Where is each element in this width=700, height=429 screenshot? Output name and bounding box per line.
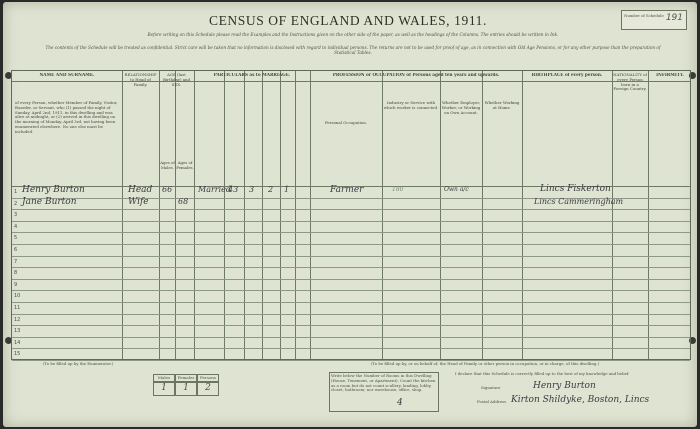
entry-code: 180	[392, 186, 404, 193]
row-number: 14	[14, 339, 21, 346]
entry-age-male: 66	[162, 185, 173, 194]
entry-marital: Married	[198, 185, 232, 194]
rooms-note: Write below the Number of Rooms in this Dwelling (House, Tenement, or Apartment). Count the kitchen as a room but do not count scullery, landing, lobby, closet, bathroom; nor warehouse, office, shop.	[331, 373, 436, 393]
entry-name: Jane Burton	[22, 197, 77, 207]
entry-relationship: Wife	[128, 197, 149, 207]
row-number: 2	[14, 200, 18, 207]
confidential-note: The contents of the Schedule will be treated as confidential. Strict care will be taken that no information is disclosed with regard to individual persons. The returns are not to be used for proof of age, as in connection with Old Age Pensions, or for any other purpose than the preparation of Statistical Tables.	[45, 45, 661, 56]
form-subtitle: Before writing on this Schedule please read the Examples and the Instructions given on the other side of the paper, as well as the headings of the Columns. The entries should be written in Ink.	[147, 32, 559, 37]
header-employer: Whether Employer, Worker, or Working on Own Account.	[441, 101, 481, 115]
entry-children-living: 2	[268, 185, 274, 194]
row-number: 1	[14, 189, 18, 195]
entry-birthplace: Lincs Fiskerton	[540, 184, 611, 194]
enumerator-note: (To be filled up by the Enumerator.)	[43, 361, 114, 366]
row-number: 12	[14, 316, 21, 323]
address-value: Kirton Shildyke, Boston, Lincs	[511, 395, 650, 405]
header-personal-occupation: Personal Occupation.	[324, 121, 367, 125]
row-number: 10	[14, 293, 21, 300]
address-label: Postal Address	[477, 399, 507, 404]
entry-age-female: 68	[178, 197, 189, 206]
schedule-label: Number of Schedule	[624, 13, 664, 18]
tally-label: Males	[153, 374, 175, 382]
row-number: 3	[14, 212, 18, 219]
header-name: NAME AND SURNAME.	[39, 73, 95, 77]
entry-years-married: 43	[228, 185, 239, 194]
table-row-line	[12, 221, 690, 222]
header-birthplace: BIRTHPLACE of every person.	[531, 73, 603, 77]
table-row-line	[12, 302, 690, 303]
row-number: 4	[14, 223, 18, 230]
row-number: 11	[14, 305, 21, 311]
table-row-line	[12, 337, 690, 338]
table-row-line	[12, 290, 690, 291]
header-ages-males: Ages of Males.	[160, 161, 175, 170]
table-row-line	[12, 256, 690, 257]
header-name-description: of every Person, whether Member of Family, Visitor, Boarder, or Servant, who (1) passed the night of Sunday, April 2nd, 1911, in this dwelling and was alive at midnight, or (2) arrived in this dwelling on the morning of Monday, April 3rd, not having been enumerated elsewhere. No one else must be included.	[15, 101, 118, 134]
table-row-line	[12, 209, 690, 210]
header-ages-females: Ages of Females.	[176, 161, 194, 170]
header-working-home: Whether Working at Home.	[484, 101, 520, 110]
entry-name: Henry Burton	[22, 185, 85, 195]
header-age: AGE (last Birthday) and SEX.	[162, 73, 191, 87]
head-note: (To be filled up by, or on behalf of, the Head of Family or other person in occupation, or in charge, of this dwelling.)	[371, 361, 600, 366]
declaration-text: I declare that this Schedule is correctly filled up to the best of my knowledge and belief.	[455, 371, 630, 376]
header-relationship: RELATIONSHIP to Head of Family.	[124, 73, 157, 87]
schedule-number: 191	[665, 13, 683, 23]
row-number: 6	[14, 247, 18, 253]
header-infirmity: INFIRMITY.	[656, 73, 684, 77]
entry-occupation: Farmer	[330, 185, 364, 195]
tally-label: Persons	[197, 374, 219, 382]
header-nationality: NATIONALITY of every Person born in a Foreign Country.	[613, 73, 647, 92]
entry-relationship: Head	[128, 185, 153, 195]
tally-males: 1	[153, 382, 175, 396]
entry-employer: Own a/c	[444, 186, 469, 193]
tally-females: 1	[175, 382, 197, 396]
row-number: 8	[14, 270, 18, 277]
table-row-line	[12, 232, 690, 233]
table-row-line	[12, 348, 690, 349]
header-industry: Industry or Service with which worker is connected.	[383, 101, 439, 110]
census-schedule-sheet	[3, 2, 697, 427]
row-number: 13	[14, 328, 21, 335]
entry-children-born: 3	[249, 185, 255, 194]
header-occupation: PROFESSION or OCCUPATION of Persons aged ten years and upwards.	[332, 73, 500, 77]
table-row-line	[12, 314, 690, 315]
table-row-line	[12, 244, 690, 245]
row-number: 15	[14, 351, 21, 358]
signature-label: Signature	[481, 385, 501, 390]
tally-label: Females	[175, 374, 197, 382]
schedule-number-box	[621, 10, 687, 30]
signature-value: Henry Burton	[533, 381, 596, 391]
entry-children-dead: 1	[284, 185, 290, 194]
table-row-line	[12, 279, 690, 280]
header-marriage: PARTICULARS as to MARRIAGE.	[213, 73, 291, 77]
form-title: CENSUS OF ENGLAND AND WALES, 1911.	[208, 13, 488, 28]
census-table	[11, 70, 691, 360]
entry-birthplace: Lincs Cammeringham	[534, 197, 624, 206]
table-row-line	[12, 325, 690, 326]
rooms-value: 4	[397, 398, 403, 408]
row-number: 7	[14, 258, 18, 265]
row-number: 5	[14, 235, 18, 242]
tally-persons: 2	[197, 382, 219, 396]
row-number: 9	[14, 281, 18, 288]
table-row-line	[12, 267, 690, 268]
